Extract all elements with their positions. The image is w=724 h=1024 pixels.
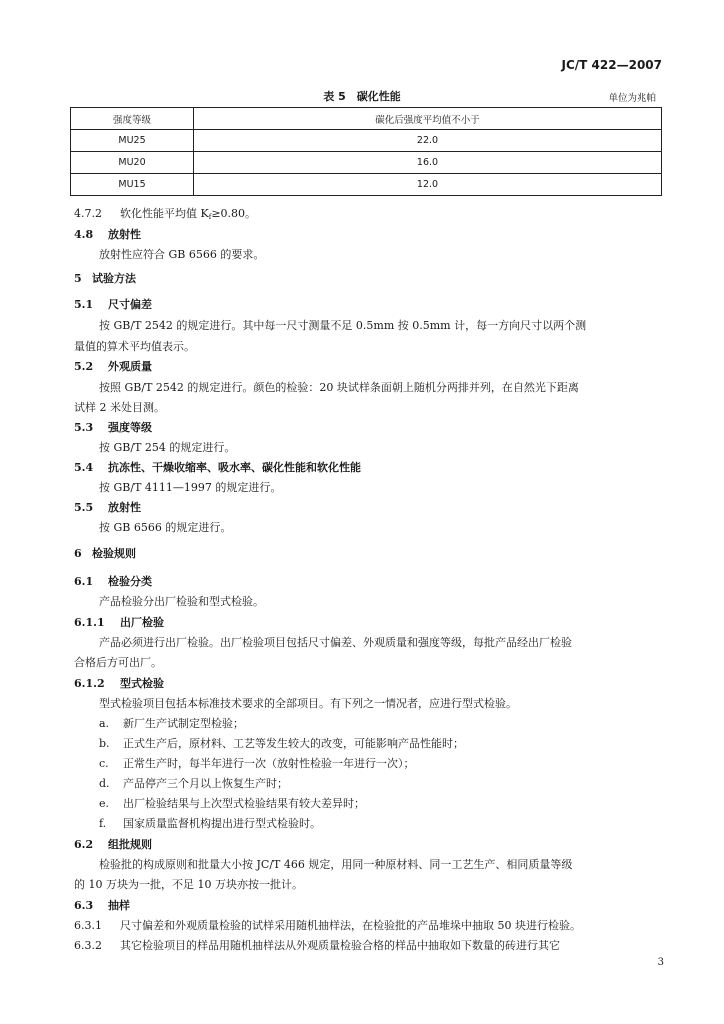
paragraph-continued: 试样 2 米处目测。	[74, 401, 165, 414]
heading-5-5	[74, 499, 141, 515]
heading-title: 抽样	[108, 899, 130, 912]
column-header: 碳化后强度平均值不小于	[194, 108, 662, 130]
clause-number: 5.1	[74, 298, 94, 311]
list-item	[99, 735, 464, 751]
table-cell: 22.0	[194, 130, 662, 152]
heading-5-3	[74, 419, 152, 435]
table-row	[71, 152, 662, 174]
heading-title: 放射性	[108, 228, 141, 241]
paragraph: 放射性应符合 GB 6566 的要求。	[99, 248, 265, 261]
list-text: 国家质量监督机构提出进行型式检验时。	[123, 817, 321, 830]
list-item	[99, 755, 415, 771]
table-cell: MU20	[71, 152, 194, 174]
list-text: 正常生产时，每半年进行一次（放射性检验一年进行一次）；	[123, 757, 415, 770]
list-item	[99, 795, 365, 811]
list-label: c.	[99, 757, 109, 770]
paragraph-continued: 的 10 万块为一批，不足 10 万块亦按一批计。	[74, 878, 303, 891]
paragraph: 按 GB/T 4111—1997 的规定进行。	[99, 481, 282, 494]
clause-number: 5.3	[74, 421, 94, 434]
list-label: b.	[99, 737, 110, 750]
paragraph: 产品必须进行出厂检验。出厂检验项目包括尺寸偏差、外观质量和强度等级，每批产品经出厂检验	[99, 636, 572, 649]
clause-number: 5.4	[74, 461, 94, 474]
heading-6	[74, 545, 136, 561]
clause-text: 尺寸偏差和外观质量检验的试样采用随机抽样法，在检验批的产品堆垛中抽取 50 块进行检验。	[120, 919, 581, 932]
paragraph: 按 GB/T 254 的规定进行。	[99, 441, 236, 454]
heading-title: 型式检验	[120, 677, 164, 690]
clause-4-7-2	[74, 205, 256, 221]
heading-5-1	[74, 296, 152, 312]
clause-number: 6.3.1	[74, 919, 102, 932]
list-item	[99, 775, 288, 791]
heading-6-1-2	[74, 675, 164, 691]
heading-title: 尺寸偏差	[108, 298, 152, 311]
paragraph: 检验批的构成原则和批量大小按 JC/T 466 规定，用同一种原材料、同一工艺生产、相同质量等级	[99, 858, 573, 871]
heading-title: 组批规则	[108, 838, 152, 851]
clause-text: ≥0.80。	[211, 207, 257, 220]
heading-6-3	[74, 897, 130, 913]
clause-number: 6.2	[74, 838, 94, 851]
list-label: d.	[99, 777, 110, 790]
document-code: JC/T 422—2007	[561, 58, 662, 72]
clause-number: 6	[74, 547, 82, 560]
clause-number: 5.2	[74, 360, 94, 373]
table-cell: MU15	[71, 174, 194, 196]
list-label: a.	[99, 717, 110, 730]
table-header-row	[71, 108, 662, 130]
clause-number: 6.1.1	[74, 616, 105, 629]
list-text: 正式生产后，原材料、工艺等发生较大的改变，可能影响产品性能时；	[123, 737, 464, 750]
clause-number: 6.1.2	[74, 677, 105, 690]
paragraph: 按照 GB/T 2542 的规定进行。颜色的检验：20 块试样条面朝上随机分两排并列，在自然光下距离	[99, 381, 579, 394]
heading-6-1	[74, 573, 152, 589]
clause-text: 其它检验项目的样品用随机抽样法从外观质量检验合格的样品中抽取如下数量的砖进行其它	[120, 939, 560, 952]
heading-title: 强度等级	[108, 421, 152, 434]
list-item	[99, 815, 321, 831]
heading-5-4	[74, 459, 361, 475]
paragraph-continued: 量值的算术平均值表示。	[74, 340, 195, 353]
paragraph-continued: 合格后方可出厂。	[74, 656, 162, 669]
heading-6-2	[74, 836, 152, 852]
paragraph: 型式检验项目包括本标准技术要求的全部项目。有下列之一情况者，应进行型式检验。	[99, 697, 517, 710]
heading-title: 出厂检验	[120, 616, 164, 629]
list-text: 出厂检验结果与上次型式检验结果有较大差异时；	[123, 797, 365, 810]
heading-title: 试验方法	[92, 272, 136, 285]
table-row	[71, 174, 662, 196]
paragraph: 按 GB/T 2542 的规定进行。其中每一尺寸测量不足 0.5mm 按 0.5mm 计，每一方向尺寸以两个测	[99, 319, 587, 332]
table-cell: 16.0	[194, 152, 662, 174]
subscript: f	[208, 213, 212, 221]
heading-4-8	[74, 226, 141, 242]
heading-title: 外观质量	[108, 360, 152, 373]
heading-title: 检验分类	[108, 575, 152, 588]
heading-title: 检验规则	[92, 547, 136, 560]
table-row	[71, 130, 662, 152]
list-text: 产品停产三个月以上恢复生产时；	[123, 777, 288, 790]
table-caption: 表 5 碳化性能	[323, 90, 401, 103]
clause-number: 6.1	[74, 575, 94, 588]
clause-text: 软化性能平均值 K	[120, 207, 209, 220]
clause-number: 5.5	[74, 501, 94, 514]
clause-number: 4.8	[74, 228, 94, 241]
list-label: e.	[99, 797, 110, 810]
table-unit: 单位为兆帕	[608, 93, 656, 104]
list-label: f.	[99, 817, 107, 830]
clause-6-3-2	[74, 937, 560, 953]
carbonation-table	[70, 107, 662, 196]
list-item	[99, 715, 244, 731]
table-cell: MU25	[71, 130, 194, 152]
table-cell: 12.0	[194, 174, 662, 196]
heading-6-1-1	[74, 614, 164, 630]
heading-title: 放射性	[108, 501, 141, 514]
clause-number: 4.7.2	[74, 207, 102, 220]
heading-5-2	[74, 358, 152, 374]
list-text: 新厂生产试制定型检验；	[123, 717, 244, 730]
clause-number: 6.3	[74, 899, 94, 912]
heading-title: 抗冻性、干燥收缩率、吸水率、碳化性能和软化性能	[108, 461, 361, 474]
column-header: 强度等级	[71, 108, 194, 130]
heading-5	[74, 270, 136, 286]
paragraph: 按 GB 6566 的规定进行。	[99, 521, 232, 534]
clause-number: 5	[74, 272, 82, 285]
clause-number: 6.3.2	[74, 939, 102, 952]
paragraph: 产品检验分出厂检验和型式检验。	[99, 595, 264, 608]
clause-6-3-1	[74, 917, 581, 933]
page-number: 3	[657, 957, 664, 968]
